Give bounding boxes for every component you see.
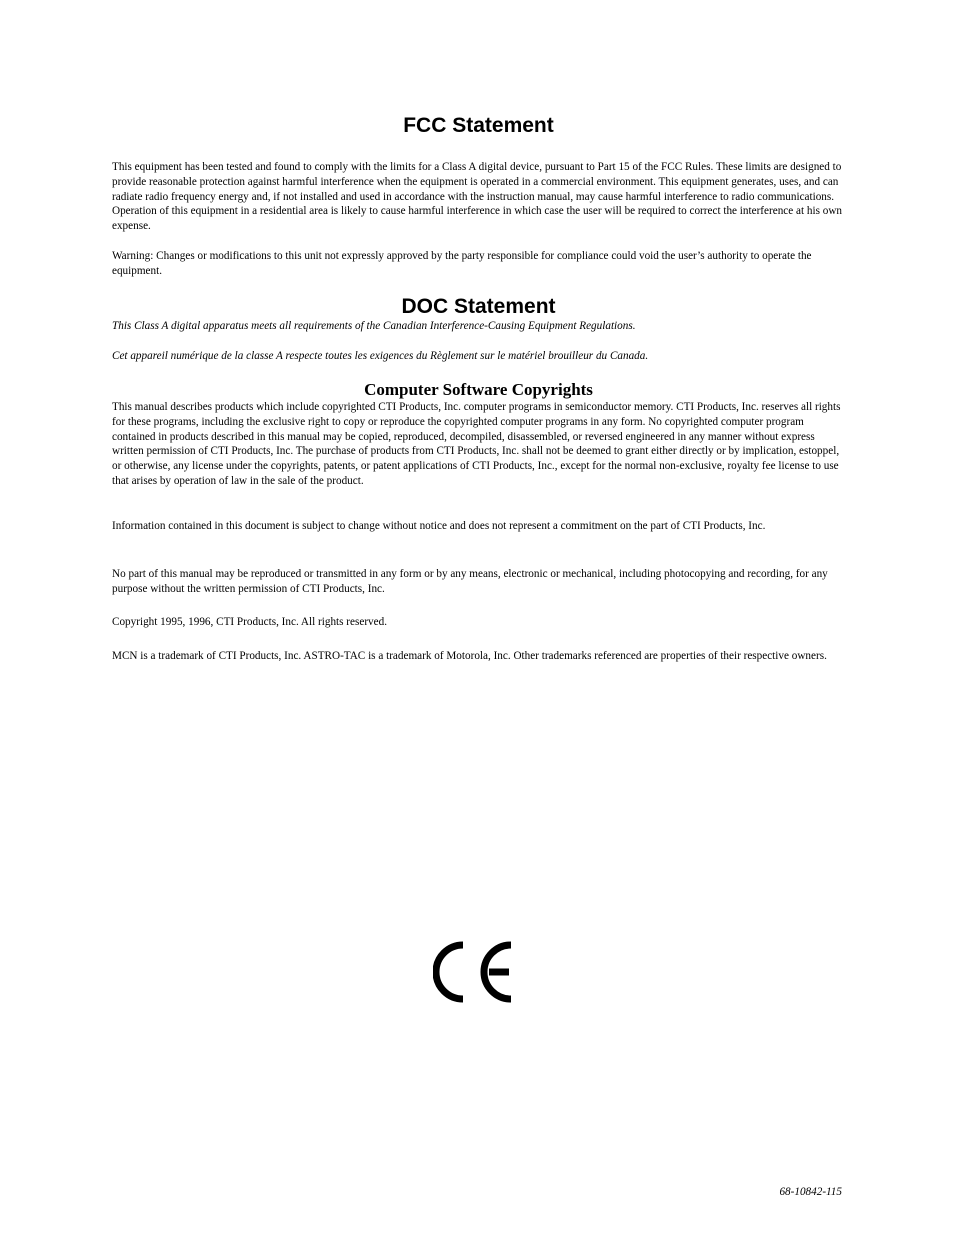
copyright-notice: Copyright 1995, 1996, CTI Products, Inc. All rights reserved. [112, 616, 387, 628]
fcc-statement-heading: FCC Statement [403, 114, 554, 137]
trademark-notice: MCN is a trademark of CTI Products, Inc. ASTRO-TAC is a trademark of Motorola, Inc. Other trademarks referenced are properties of their respective owners. [112, 650, 827, 662]
fcc-statement-paragraph: This equipment has been tested and found to comply with the limits for a Class A digital device, pursuant to Part 15 of the FCC Rules. These limits are designed to provide reasonable protection against harmful interference when the equipment is operated in a commercial environment. This equipment generates, uses, and can radiate radio frequency energy and, if not installed and used in accordance with the instruction manual, may cause harmful interference to radio communications. Operation of this equipment in a residential area is likely to cause harmful interference in which case the user will be required to correct the interference at his own expense. [112, 161, 843, 233]
doc-statement-english: This Class A digital apparatus meets all requirements of the Canadian Interference-Causing Equipment Regulations. [112, 320, 636, 332]
reproduction-notice-paragraph: No part of this manual may be reproduced or transmitted in any form or by any means, electronic or mechanical, including photocopying and recording, for any purpose without the written permission of CTI Products, Inc. [112, 568, 828, 595]
software-copyrights-heading: Computer Software Copyrights [364, 380, 593, 399]
doc-statement-french: Cet appareil numérique de la classe A respecte toutes les exigences du Règlement sur le matériel brouilleur du Canada. [112, 350, 649, 362]
fcc-warning-paragraph: Warning: Changes or modifications to this unit not expressly approved by the party responsible for compliance could void the user’s authority to operate the equipment. [112, 250, 812, 277]
document-number: 68-10842-115 [779, 1186, 842, 1198]
software-copyrights-paragraph: This manual describes products which include copyrighted CTI Products, Inc. computer programs in semiconductor memory. CTI Products, Inc. reserves all rights for these programs, including the exclusive right to copy or reproduce the copyrighted computer programs in any form. No copyrighted computer program contained in products described in this manual may be copied, reproduced, decompiled, disassembled, or reversed engineered in any manner without express written permission of CTI Products, Inc. The purchase of products from CTI Products, Inc. shall not be deemed to grant either directly or by implication, estoppel, or otherwise, any license under the copyrights, patents, or patent applications of CTI Products, Inc., except for the normal non-exclusive, royalty fee license to use that arises by operation of law in the sale of the product. [112, 401, 841, 487]
doc-statement-heading: DOC Statement [401, 295, 556, 318]
change-notice-paragraph: Information contained in this document is subject to change without notice and does not represent a commitment on the part of CTI Products, Inc. [112, 520, 766, 532]
ce-mark-icon [433, 941, 513, 1003]
